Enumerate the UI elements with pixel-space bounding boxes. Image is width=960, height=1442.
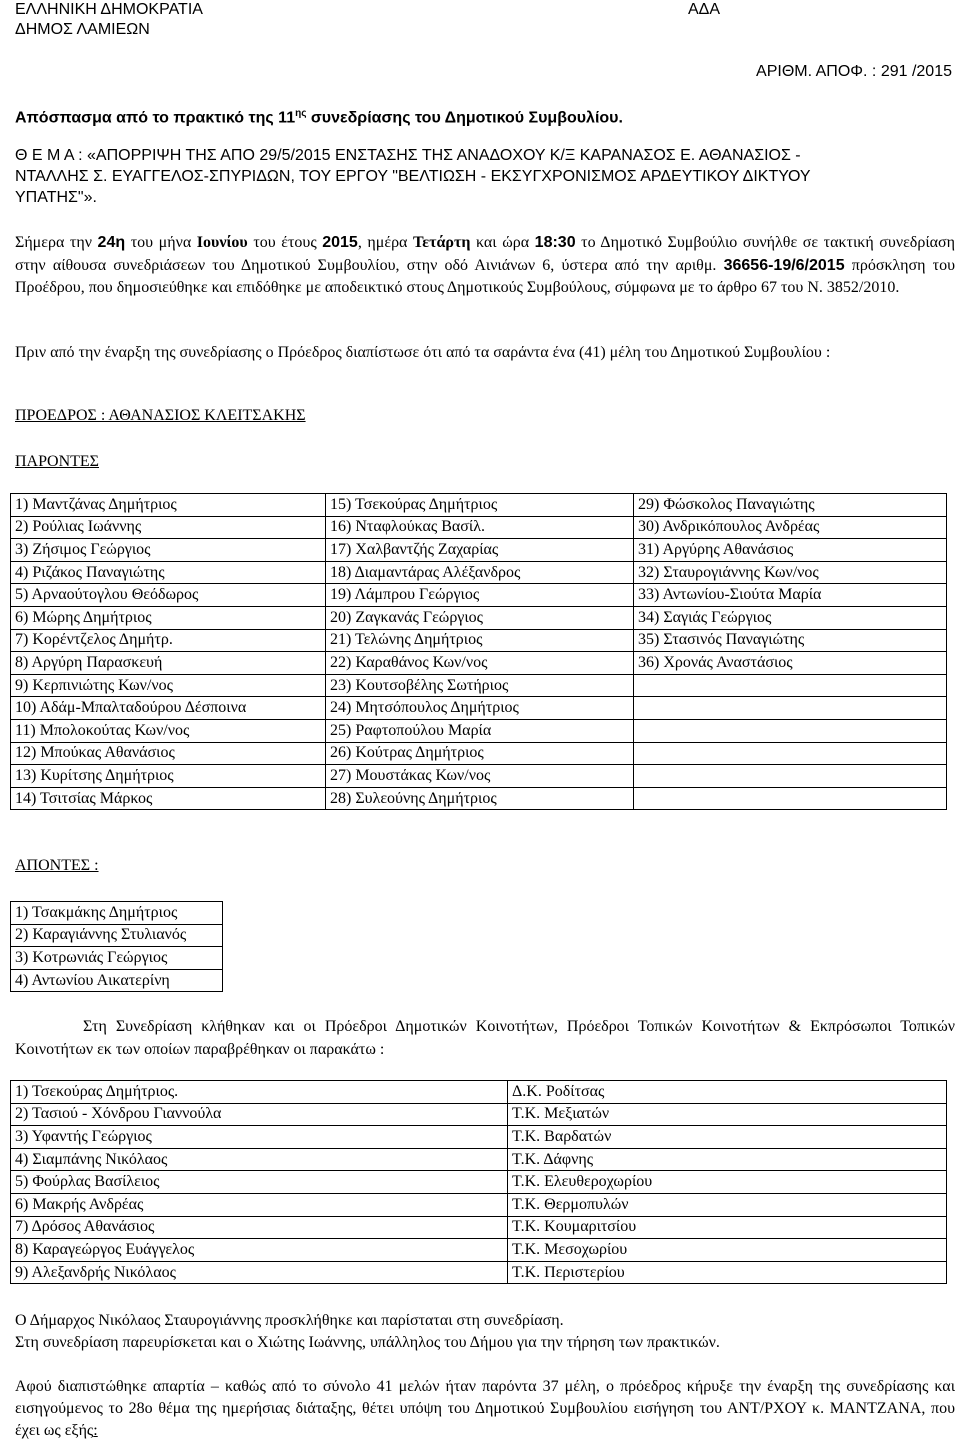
extract-prefix: Απόσπασμα από το πρακτικό της 11 xyxy=(15,109,296,127)
intro-text: και ώρα xyxy=(470,234,535,251)
present-member-row-cell: 15) Τσεκούρας Δημήτριος xyxy=(326,494,634,517)
absent-table-body xyxy=(11,902,223,992)
present-member-row-cell: 27) Μουστάκας Κων/νος xyxy=(326,765,634,788)
municipality-label: ΔΗΜΟΣ ΛΑΜΙΕΩΝ xyxy=(15,21,150,38)
community-representative-row xyxy=(11,1193,947,1216)
present-member-row xyxy=(11,494,947,517)
intro-text: του μήνα xyxy=(125,234,197,251)
community-representative-row-cell: Τ.Κ. Βαρδατών xyxy=(508,1126,947,1149)
absent-member-row xyxy=(11,947,223,970)
community-representative-row-cell: 1) Τσεκούρας Δημήτριος. xyxy=(11,1081,508,1104)
present-member-row xyxy=(11,539,947,562)
present-member-row-cell xyxy=(634,719,947,742)
present-member-row-cell: 8) Αργύρη Παρασκευή xyxy=(11,652,326,675)
present-member-row xyxy=(11,584,947,607)
absent-member-row xyxy=(11,969,223,992)
community-representative-row xyxy=(11,1216,947,1239)
present-member-row-cell: 11) Μπολοκούτας Κων/νος xyxy=(11,719,326,742)
present-member-row-cell xyxy=(634,697,947,720)
subject xyxy=(15,145,955,208)
community-representative-row-cell: 4) Σιαμπάνης Νικόλαος xyxy=(11,1148,508,1171)
mayor-line: Ο Δήμαρχος Νικόλαος Σταυρογιάννης προσκλήθηκε και παρίσταται στη συνεδρίαση. xyxy=(15,1312,564,1329)
subject-line-1: Θ Ε Μ Α : «ΑΠΟΡΡΙΨΗ ΤΗΣ ΑΠΟ 29/5/2015 ΕΝΣΤΑΣΗΣ ΤΗΣ ΑΝΑΔΟΧΟΥ Κ/Ξ ΚΑΡΑΝΑΣΟΣ Ε. ΑΘΑΝΑΣΙΟΣ - xyxy=(15,147,801,164)
extract-title xyxy=(15,104,623,128)
absent-member-row-cell: 3) Κοτρωνιάς Γεώργιος xyxy=(11,947,223,970)
present-member-row-cell: 22) Καραθάνος Κων/νος xyxy=(326,652,634,675)
community-representative-row-cell: 7) Δρόσος Αθανάσιος xyxy=(11,1216,508,1239)
present-member-row-cell xyxy=(634,674,947,697)
present-member-row-cell: 33) Αντωνίου-Σιούτα Μαρία xyxy=(634,584,947,607)
present-member-row-cell: 2) Ρούλιας Ιωάννης xyxy=(11,516,326,539)
absent-member-row-cell: 4) Αντωνίου Αικατερίνη xyxy=(11,969,223,992)
present-member-row-cell: 17) Χαλβαντζής Ζαχαρίας xyxy=(326,539,634,562)
invitation-number: 36656-19/6/2015 xyxy=(723,256,845,274)
present-member-row xyxy=(11,697,947,720)
extract-suffix: συνεδρίασης του Δημοτικού Συμβουλίου. xyxy=(306,109,623,127)
present-member-row-cell: 12) Μπούκας Αθανάσιος xyxy=(11,742,326,765)
present-member-row-cell: 31) Αργύρης Αθανάσιος xyxy=(634,539,947,562)
communities-paragraph: Στη Συνεδρίαση κλήθηκαν και οι Πρόεδροι Δημοτικών Κοινοτήτων, Πρόεδροι Τοπικών Κοινοτήτων & Εκπρόσωποι Τοπικών Κοινοτήτων εκ των οποίων παραβρέθηκαν οι παρακάτω : xyxy=(15,1018,955,1058)
employee-line: Στη συνεδρίαση παρευρίσκεται και ο Χιώτης Ιωάννης, υπάλληλος του Δήμου για την τήρηση των πρακτικών. xyxy=(15,1334,720,1351)
present-heading: ΠΑΡΟΝΤΕΣ xyxy=(15,453,99,470)
absent-heading: ΑΠΟΝΤΕΣ : xyxy=(15,857,99,874)
document-header xyxy=(15,0,203,40)
community-representative-row xyxy=(11,1081,947,1104)
present-member-row xyxy=(11,787,947,810)
intro-text: , ημέρα xyxy=(357,234,414,251)
present-member-row-cell: 14) Τσιτσίας Μάρκος xyxy=(11,787,326,810)
present-member-row-cell: 6) Μώρης Δημήτριος xyxy=(11,606,326,629)
meeting-month: Ιουνίου xyxy=(196,234,248,251)
present-member-row xyxy=(11,742,947,765)
present-member-row-cell: 4) Ριζάκος Παναγιώτης xyxy=(11,561,326,584)
meeting-day: 24η xyxy=(97,234,126,251)
community-representative-row-cell: Τ.Κ. Μεσοχωρίου xyxy=(508,1239,947,1262)
absent-member-row-cell: 1) Τσακμάκης Δημήτριος xyxy=(11,902,223,925)
present-member-row xyxy=(11,561,947,584)
community-representative-row xyxy=(11,1171,947,1194)
communities-table xyxy=(10,1080,947,1284)
community-representative-row xyxy=(11,1148,947,1171)
present-member-row-cell: 30) Ανδρικόπουλος Ανδρέας xyxy=(634,516,947,539)
intro-text: του έτους xyxy=(247,234,323,251)
community-representative-row xyxy=(11,1261,947,1284)
intro-text: το Δημοτικό Συμβούλιο συνήλθε σε τακτική συνεδρίαση στην αίθουσα συνεδριάσεων του Δημοτικού Συμβουλίου, στην οδό Αινιάνων 6, ύστερα από την αριθμ. xyxy=(15,234,956,274)
subject-line-2: ΝΤΑΛΛΗΣ Σ. ΕΥΑΓΓΕΛΟΣ-ΣΠΥΡΙΔΩΝ, ΤΟΥ ΕΡΓΟΥ "ΒΕΛΤΙΩΣΗ - ΕΚΣΥΓΧΡΟΝΙΣΜΟΣ ΑΡΔΕΥΤΙΚΟΥ ΔΙΚΤΥΟΥ xyxy=(15,168,811,185)
community-representative-row xyxy=(11,1239,947,1262)
community-representative-row-cell: Δ.Κ. Ροδίτσας xyxy=(508,1081,947,1104)
present-table-body xyxy=(11,494,947,810)
present-member-row-cell: 5) Αρναούτογλου Θεόδωρος xyxy=(11,584,326,607)
present-member-row xyxy=(11,606,947,629)
community-representative-row-cell: 9) Αλεξανδρής Νικόλαος xyxy=(11,1261,508,1284)
present-member-row-cell: 18) Διαμαντάρας Αλέξανδρος xyxy=(326,561,634,584)
community-representative-row-cell: Τ.Κ. Θερμοπυλών xyxy=(508,1193,947,1216)
community-representative-row-cell: Τ.Κ. Δάφνης xyxy=(508,1148,947,1171)
present-member-row xyxy=(11,674,947,697)
present-member-row-cell: 16) Νταφλούκας Βασίλ. xyxy=(326,516,634,539)
present-member-row-cell: 32) Σταυρογιάννης Κων/νος xyxy=(634,561,947,584)
meeting-weekday: Τετάρτη xyxy=(413,234,471,251)
closing-text: Αφού διαπιστώθηκε απαρτία – καθώς από το σύνολο 41 μελών ήταν παρόντα 37 μέλη, ο πρόεδρος κήρυξε την έναρξη της συνεδρίασης και εισηγούμενος το 28ο θέμα της ημερήσιας διάταξης, θέτει υπόψη του Δημοτικού Συμβουλίου εισήγηση του ΑΝΤ/ΡΧΟΥ κ. ΜΑΝΤΖΑΝΑ, που έχει ως εξής xyxy=(15,1378,955,1439)
president-line: ΠΡΟΕΔΡΟΣ : ΑΘΑΝΑΣΙΟΣ ΚΛΕΙΤΣΑΚΗΣ xyxy=(15,407,306,424)
present-member-row-cell: 3) Ζήσιμος Γεώργιος xyxy=(11,539,326,562)
community-representative-row-cell: Τ.Κ. Περιστερίου xyxy=(508,1261,947,1284)
present-member-row-cell: 21) Τελώνης Δημήτριος xyxy=(326,629,634,652)
subject-line-3: ΥΠΑΤΗΣ"». xyxy=(15,189,97,206)
communities-table-body xyxy=(11,1081,947,1284)
community-representative-row-cell: 8) Καραγεώργος Ευάγγελος xyxy=(11,1239,508,1262)
present-member-row-cell: 13) Κυρίτσης Δημήτριος xyxy=(11,765,326,788)
community-representative-row-cell: Τ.Κ. Κουμαριτσίου xyxy=(508,1216,947,1239)
meeting-time: 18:30 xyxy=(534,234,576,251)
present-member-row-cell: 23) Κουτσοβέλης Σωτήριος xyxy=(326,674,634,697)
present-member-row-cell: 28) Συλεούνης Δημήτριος xyxy=(326,787,634,810)
intro-text: Σήμερα την xyxy=(15,234,98,251)
present-member-row-cell: 35) Στασινός Παναγιώτης xyxy=(634,629,947,652)
absent-member-row-cell: 2) Καραγιάννης Στυλιανός xyxy=(11,924,223,947)
ada-label: ΑΔΑ xyxy=(688,1,721,18)
decision-number: ΑΡΙΘΜ. ΑΠΟΦ. : 291 /2015 xyxy=(756,63,952,80)
community-representative-row-cell: 2) Τασιού - Χόνδρου Γιαννούλα xyxy=(11,1103,508,1126)
intro-paragraph xyxy=(15,232,955,300)
present-member-row xyxy=(11,719,947,742)
community-representative-row xyxy=(11,1126,947,1149)
present-member-row-cell xyxy=(634,765,947,788)
community-representative-row xyxy=(11,1103,947,1126)
present-member-row-cell: 20) Ζαγκανάς Γεώργιος xyxy=(326,606,634,629)
extract-superscript: ης xyxy=(295,108,307,119)
absent-member-row xyxy=(11,902,223,925)
present-member-row-cell: 1) Μαντζάνας Δημήτριος xyxy=(11,494,326,517)
present-table xyxy=(10,493,947,810)
present-member-row-cell: 29) Φώσκολος Παναγιώτης xyxy=(634,494,947,517)
present-member-row-cell: 36) Χρονάς Αναστάσιος xyxy=(634,652,947,675)
present-member-row-cell: 19) Λάμπρου Γεώργιος xyxy=(326,584,634,607)
community-representative-row-cell: Τ.Κ. Μεξιατών xyxy=(508,1103,947,1126)
closing-colon: : xyxy=(93,1422,98,1439)
present-member-row xyxy=(11,516,947,539)
community-representative-row-cell: 6) Μακρής Ανδρέας xyxy=(11,1193,508,1216)
community-representative-row-cell: Τ.Κ. Ελευθεροχωρίου xyxy=(508,1171,947,1194)
meeting-year: 2015 xyxy=(322,234,358,251)
present-member-row-cell xyxy=(634,787,947,810)
quorum-paragraph: Πριν από την έναρξη της συνεδρίασης ο Πρόεδρος διαπίστωσε ότι από τα σαράντα ένα (41) μέλη του Δημοτικού Συμβουλίου : xyxy=(15,344,831,361)
present-member-row xyxy=(11,765,947,788)
present-member-row-cell: 34) Σαγιάς Γεώργιος xyxy=(634,606,947,629)
absent-table xyxy=(10,901,223,992)
present-member-row-cell: 26) Κούτρας Δημήτριος xyxy=(326,742,634,765)
present-member-row-cell: 25) Ραφτοπούλου Μαρία xyxy=(326,719,634,742)
absent-member-row xyxy=(11,924,223,947)
present-member-row-cell: 9) Κερπινιώτης Κων/νος xyxy=(11,674,326,697)
present-member-row-cell: 10) Αδάμ-Μπαλταδούρου Δέσποινα xyxy=(11,697,326,720)
republic-label: ΕΛΛΗΝΙΚΗ ΔΗΜΟΚΡΑΤΙΑ xyxy=(15,1,203,18)
present-member-row-cell: 7) Κορέντζελος Δημήτρ. xyxy=(11,629,326,652)
community-representative-row-cell: 5) Φούρλας Βασίλειος xyxy=(11,1171,508,1194)
present-member-row-cell: 24) Μητσόπουλος Δημήτριος xyxy=(326,697,634,720)
intro-text: πρόσκληση του Προέδρου, που δημοσιεύθηκε και επιδόθηκε με αποδεικτικό στους Δημοτικούς Συμβούλους, σύμφωνα με το άρθρο 67 του Ν. 3852/2010. xyxy=(15,256,956,296)
present-member-row xyxy=(11,652,947,675)
community-representative-row-cell: 3) Υφαντής Γεώργιος xyxy=(11,1126,508,1149)
present-member-row-cell xyxy=(634,742,947,765)
present-member-row xyxy=(11,629,947,652)
closing-paragraph xyxy=(15,1376,955,1442)
